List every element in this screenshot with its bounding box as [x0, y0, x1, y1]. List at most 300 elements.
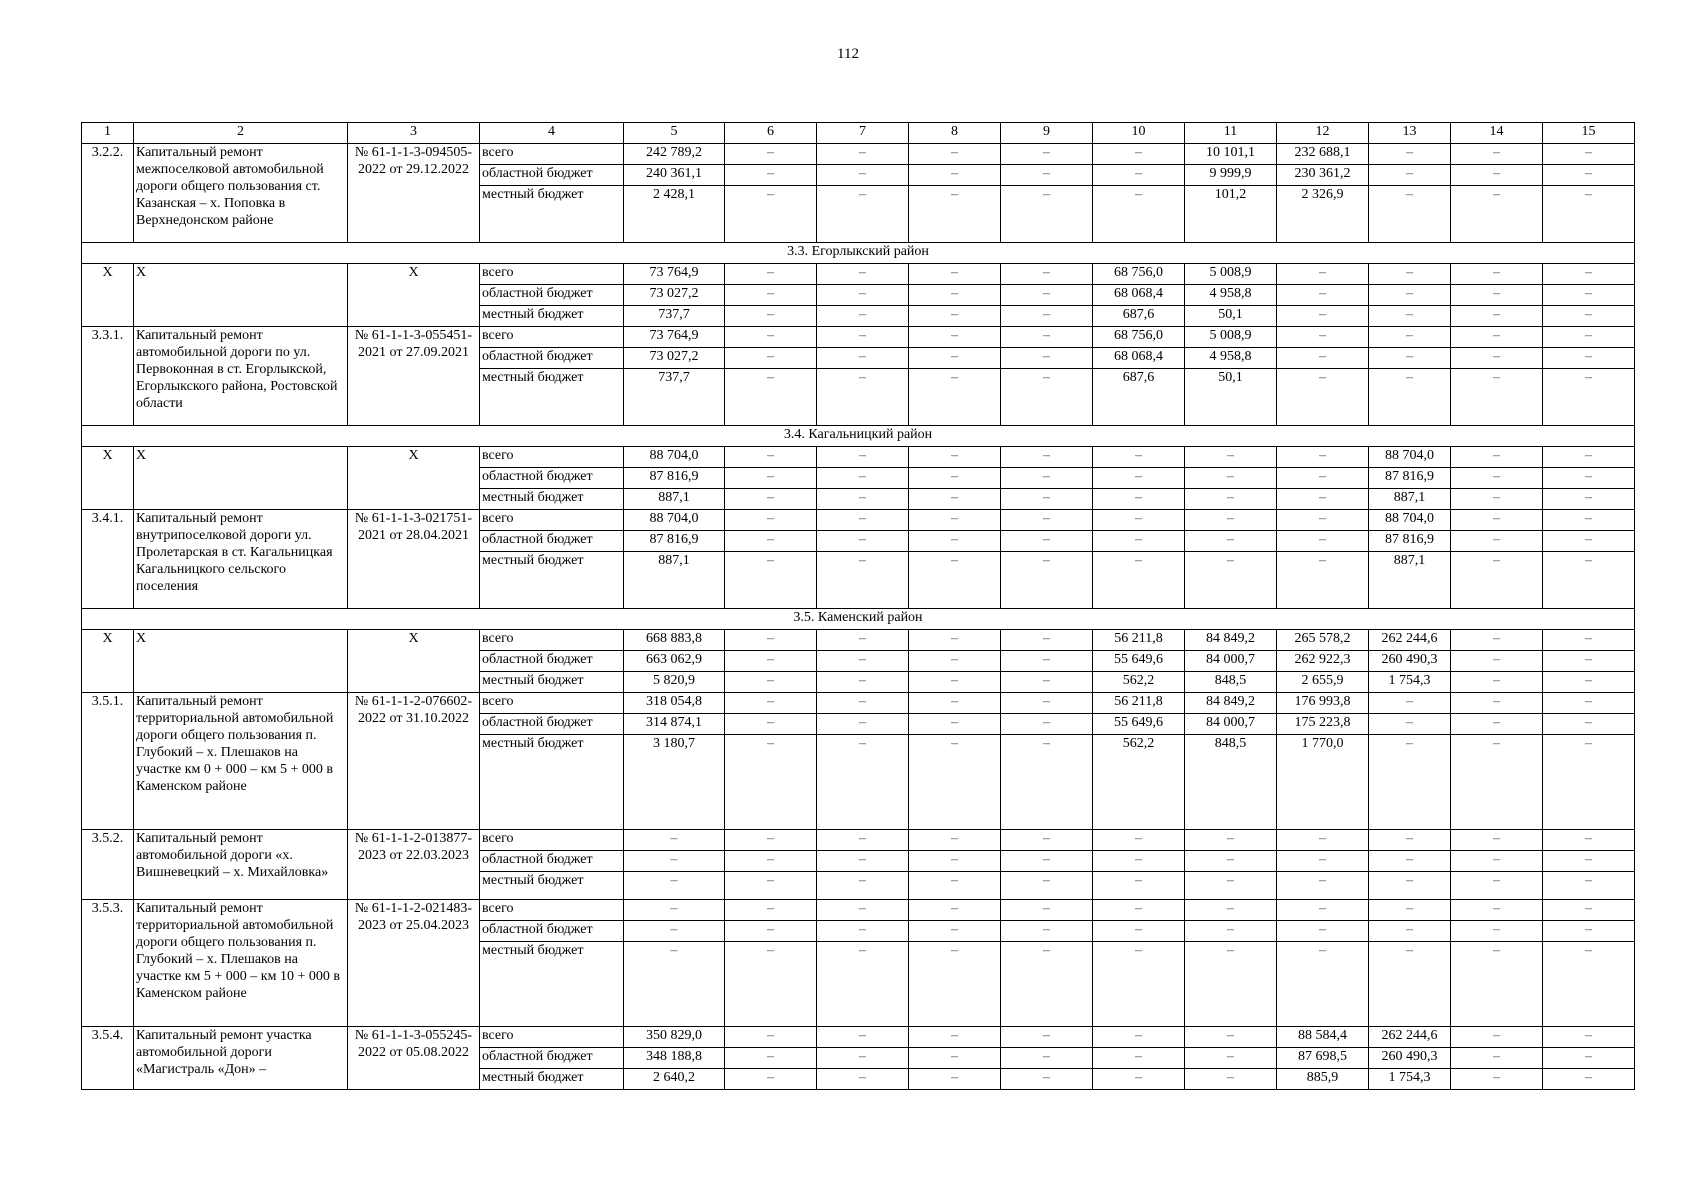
column-header: 11	[1185, 123, 1277, 144]
column-header: 15	[1543, 123, 1635, 144]
budget-source-label: областной бюджет	[480, 1048, 624, 1069]
value-cell: –	[1543, 693, 1635, 714]
value-cell: 562,2	[1093, 672, 1185, 693]
item-document: Х	[348, 447, 480, 510]
value-cell: –	[909, 651, 1001, 672]
budget-source-label: местный бюджет	[480, 369, 624, 426]
value-cell: –	[725, 714, 817, 735]
value-cell: –	[1001, 531, 1093, 552]
column-header: 1	[82, 123, 134, 144]
value-cell: –	[725, 900, 817, 921]
budget-source-label: всего	[480, 144, 624, 165]
value-cell: 68 756,0	[1093, 264, 1185, 285]
value-cell: –	[1277, 306, 1369, 327]
item-name: Капитальный ремонт участка автомобильной дороги «Магистраль «Дон» –	[134, 1027, 348, 1090]
column-header: 6	[725, 123, 817, 144]
value-cell: 737,7	[624, 306, 725, 327]
value-cell: –	[624, 872, 725, 900]
value-cell: –	[1451, 1027, 1543, 1048]
value-cell: 232 688,1	[1277, 144, 1369, 165]
value-cell: –	[817, 369, 909, 426]
value-cell: –	[1451, 510, 1543, 531]
value-cell: –	[1093, 510, 1185, 531]
value-cell: –	[1093, 468, 1185, 489]
value-cell: –	[1001, 510, 1093, 531]
value-cell: –	[909, 306, 1001, 327]
value-cell: –	[1277, 285, 1369, 306]
section-title: 3.3. Егорлыкский район	[82, 243, 1635, 264]
value-cell: 348 188,8	[624, 1048, 725, 1069]
value-cell: 2 640,2	[624, 1069, 725, 1090]
value-cell: –	[725, 468, 817, 489]
value-cell: –	[1001, 327, 1093, 348]
budget-source-label: областной бюджет	[480, 714, 624, 735]
value-cell: –	[1543, 735, 1635, 830]
value-cell: –	[1543, 851, 1635, 872]
value-cell: –	[1543, 872, 1635, 900]
value-cell: –	[1001, 630, 1093, 651]
value-cell: 56 211,8	[1093, 693, 1185, 714]
item-number: 3.2.2.	[82, 144, 134, 243]
value-cell: –	[1001, 735, 1093, 830]
value-cell: –	[909, 144, 1001, 165]
value-cell: –	[624, 851, 725, 872]
value-cell: –	[1543, 830, 1635, 851]
value-cell: 88 704,0	[624, 447, 725, 468]
value-cell: –	[1543, 369, 1635, 426]
budget-source-label: местный бюджет	[480, 489, 624, 510]
value-cell: –	[1093, 1027, 1185, 1048]
value-cell: –	[1451, 186, 1543, 243]
value-cell: 687,6	[1093, 306, 1185, 327]
value-cell: –	[725, 693, 817, 714]
value-cell: –	[1093, 900, 1185, 921]
value-cell: –	[817, 531, 909, 552]
value-cell: –	[1185, 900, 1277, 921]
value-cell: –	[725, 830, 817, 851]
value-cell: –	[817, 348, 909, 369]
value-cell: 1 770,0	[1277, 735, 1369, 830]
value-cell: –	[1093, 830, 1185, 851]
value-cell: –	[1369, 735, 1451, 830]
value-cell: –	[1001, 165, 1093, 186]
value-cell: 2 428,1	[624, 186, 725, 243]
value-cell: 101,2	[1185, 186, 1277, 243]
item-document: Х	[348, 264, 480, 327]
value-cell: –	[909, 348, 1001, 369]
value-cell: –	[817, 186, 909, 243]
budget-source-label: местный бюджет	[480, 735, 624, 830]
value-cell: –	[725, 510, 817, 531]
budget-source-label: всего	[480, 447, 624, 468]
value-cell: –	[1185, 468, 1277, 489]
value-cell: –	[1369, 872, 1451, 900]
value-cell: –	[1369, 714, 1451, 735]
value-cell: –	[1451, 144, 1543, 165]
value-cell: –	[725, 489, 817, 510]
value-cell: –	[1001, 1048, 1093, 1069]
value-cell: –	[1369, 144, 1451, 165]
value-cell: –	[1001, 264, 1093, 285]
value-cell: –	[1093, 447, 1185, 468]
value-cell: –	[1451, 872, 1543, 900]
value-cell: –	[909, 447, 1001, 468]
value-cell: –	[1369, 942, 1451, 1027]
value-cell: –	[1277, 552, 1369, 609]
value-cell: –	[1001, 285, 1093, 306]
value-cell: –	[725, 144, 817, 165]
value-cell: –	[1185, 489, 1277, 510]
column-header: 13	[1369, 123, 1451, 144]
value-cell: 73 764,9	[624, 327, 725, 348]
value-cell: –	[1543, 468, 1635, 489]
value-cell: –	[1369, 306, 1451, 327]
value-cell: –	[1185, 851, 1277, 872]
value-cell: –	[1001, 348, 1093, 369]
page-number: 112	[837, 46, 859, 62]
value-cell: 84 000,7	[1185, 651, 1277, 672]
value-cell: –	[1451, 531, 1543, 552]
column-header: 14	[1451, 123, 1543, 144]
column-header: 7	[817, 123, 909, 144]
value-cell: –	[725, 651, 817, 672]
value-cell: –	[909, 186, 1001, 243]
value-cell: 87 816,9	[1369, 468, 1451, 489]
value-cell: 848,5	[1185, 735, 1277, 830]
value-cell: –	[725, 327, 817, 348]
item-document: № 61-1-1-3-055245-2022 от 05.08.2022	[348, 1027, 480, 1090]
value-cell: –	[1093, 1069, 1185, 1090]
column-header: 4	[480, 123, 624, 144]
item-document: № 61-1-1-3-021751-2021 от 28.04.2021	[348, 510, 480, 609]
value-cell: –	[817, 942, 909, 1027]
table-row	[82, 900, 1635, 921]
value-cell: –	[817, 830, 909, 851]
value-cell: –	[1185, 1069, 1277, 1090]
value-cell: –	[725, 186, 817, 243]
value-cell: –	[909, 693, 1001, 714]
value-cell: –	[817, 714, 909, 735]
value-cell: 687,6	[1093, 369, 1185, 426]
value-cell: 260 490,3	[1369, 1048, 1451, 1069]
value-cell: –	[1277, 921, 1369, 942]
value-cell: –	[1451, 651, 1543, 672]
value-cell: –	[909, 714, 1001, 735]
budget-source-label: местный бюджет	[480, 552, 624, 609]
budget-source-label: областной бюджет	[480, 531, 624, 552]
value-cell: –	[1451, 942, 1543, 1027]
value-cell: –	[909, 285, 1001, 306]
value-cell: –	[1001, 921, 1093, 942]
item-name: Капитальный ремонт территориальной автомобильной дороги общего пользования п. Глубокий – х. Плешаков на участке км 0 + 000 – км 5 + 000 в Каменском районе	[134, 693, 348, 830]
value-cell: –	[1093, 552, 1185, 609]
value-cell: –	[1001, 447, 1093, 468]
value-cell: 87 698,5	[1277, 1048, 1369, 1069]
value-cell: –	[1277, 531, 1369, 552]
value-cell: –	[1543, 264, 1635, 285]
value-cell: 88 704,0	[624, 510, 725, 531]
value-cell: –	[1369, 369, 1451, 426]
value-cell: –	[909, 468, 1001, 489]
budget-source-label: всего	[480, 830, 624, 851]
section-row	[82, 426, 1635, 447]
table-row	[82, 1027, 1635, 1048]
value-cell: –	[1277, 830, 1369, 851]
item-name: Капитальный ремонт территориальной автомобильной дороги общего пользования п. Глубокий – х. Плешаков на участке км 5 + 000 – км 10 + 000 в Каменском районе	[134, 900, 348, 1027]
value-cell: 87 816,9	[1369, 531, 1451, 552]
value-cell: –	[817, 144, 909, 165]
value-cell: –	[1369, 285, 1451, 306]
budget-source-label: областной бюджет	[480, 285, 624, 306]
value-cell: –	[1451, 264, 1543, 285]
value-cell: 87 816,9	[624, 468, 725, 489]
item-name: Х	[134, 264, 348, 327]
value-cell: 73 027,2	[624, 348, 725, 369]
section-title: 3.5. Каменский район	[82, 609, 1635, 630]
table-row	[82, 327, 1635, 348]
value-cell: –	[1277, 851, 1369, 872]
value-cell: –	[1543, 900, 1635, 921]
value-cell: 68 756,0	[1093, 327, 1185, 348]
value-cell: –	[909, 264, 1001, 285]
value-cell: –	[1451, 630, 1543, 651]
value-cell: –	[1093, 531, 1185, 552]
value-cell: –	[725, 1069, 817, 1090]
value-cell: –	[1369, 693, 1451, 714]
item-number: Х	[82, 264, 134, 327]
value-cell: –	[1369, 348, 1451, 369]
value-cell: –	[1451, 693, 1543, 714]
value-cell: –	[909, 630, 1001, 651]
budget-source-label: местный бюджет	[480, 186, 624, 243]
value-cell: 50,1	[1185, 369, 1277, 426]
value-cell: –	[1451, 1048, 1543, 1069]
value-cell: 73 027,2	[624, 285, 725, 306]
value-cell: –	[725, 306, 817, 327]
value-cell: 2 326,9	[1277, 186, 1369, 243]
table-row	[82, 693, 1635, 714]
value-cell: –	[1451, 489, 1543, 510]
value-cell: 562,2	[1093, 735, 1185, 830]
value-cell: –	[1001, 1027, 1093, 1048]
value-cell: –	[909, 1069, 1001, 1090]
item-name: Х	[134, 447, 348, 510]
table-row	[82, 630, 1635, 651]
value-cell: –	[1093, 489, 1185, 510]
value-cell: 314 874,1	[624, 714, 725, 735]
value-cell: –	[1543, 942, 1635, 1027]
value-cell: –	[1451, 714, 1543, 735]
value-cell: –	[1001, 306, 1093, 327]
value-cell: –	[817, 630, 909, 651]
value-cell: 56 211,8	[1093, 630, 1185, 651]
value-cell: –	[1001, 651, 1093, 672]
value-cell: –	[1451, 552, 1543, 609]
value-cell: –	[1001, 468, 1093, 489]
value-cell: –	[624, 942, 725, 1027]
item-name: Капитальный ремонт автомобильной дороги «х. Вишневецкий – х. Михайловка»	[134, 830, 348, 900]
value-cell: –	[1369, 921, 1451, 942]
value-cell: 68 068,4	[1093, 348, 1185, 369]
value-cell: –	[909, 921, 1001, 942]
value-cell: –	[1451, 165, 1543, 186]
item-name: Капитальный ремонт межпоселковой автомобильной дороги общего пользования ст. Казанская – х. Поповка в Верхнедонском районе	[134, 144, 348, 243]
value-cell: –	[909, 165, 1001, 186]
value-cell: 88 584,4	[1277, 1027, 1369, 1048]
value-cell: 887,1	[624, 552, 725, 609]
value-cell: –	[817, 735, 909, 830]
value-cell: 5 820,9	[624, 672, 725, 693]
value-cell: –	[817, 1027, 909, 1048]
column-header: 12	[1277, 123, 1369, 144]
item-number: 3.4.1.	[82, 510, 134, 609]
value-cell: –	[1185, 942, 1277, 1027]
value-cell: 262 244,6	[1369, 1027, 1451, 1048]
value-cell: –	[1277, 264, 1369, 285]
value-cell: –	[725, 348, 817, 369]
budget-source-label: всего	[480, 327, 624, 348]
value-cell: –	[725, 851, 817, 872]
budget-source-label: областной бюджет	[480, 468, 624, 489]
value-cell: –	[817, 264, 909, 285]
value-cell: –	[1093, 1048, 1185, 1069]
value-cell: –	[1451, 327, 1543, 348]
value-cell: –	[1093, 851, 1185, 872]
value-cell: –	[1277, 942, 1369, 1027]
item-number: 3.5.2.	[82, 830, 134, 900]
value-cell: –	[909, 672, 1001, 693]
value-cell: 84 849,2	[1185, 630, 1277, 651]
item-number: Х	[82, 630, 134, 693]
column-header: 10	[1093, 123, 1185, 144]
value-cell: –	[817, 489, 909, 510]
value-cell: –	[1001, 714, 1093, 735]
value-cell: –	[909, 872, 1001, 900]
budget-source-label: всего	[480, 900, 624, 921]
value-cell: –	[1543, 531, 1635, 552]
value-cell: –	[817, 900, 909, 921]
value-cell: –	[725, 264, 817, 285]
value-cell: –	[1543, 510, 1635, 531]
value-cell: –	[817, 447, 909, 468]
value-cell: –	[817, 285, 909, 306]
value-cell: –	[1543, 630, 1635, 651]
item-document: № 61-1-1-2-076602-2022 от 31.10.2022	[348, 693, 480, 830]
value-cell: –	[817, 851, 909, 872]
value-cell: –	[725, 921, 817, 942]
value-cell: –	[909, 369, 1001, 426]
value-cell: –	[725, 552, 817, 609]
value-cell: 68 068,4	[1093, 285, 1185, 306]
value-cell: 88 704,0	[1369, 510, 1451, 531]
value-cell: –	[1277, 468, 1369, 489]
value-cell: 88 704,0	[1369, 447, 1451, 468]
value-cell: –	[1369, 264, 1451, 285]
value-cell: –	[1277, 489, 1369, 510]
value-cell: –	[1277, 872, 1369, 900]
value-cell: –	[817, 693, 909, 714]
table-row	[82, 264, 1635, 285]
item-number: 3.3.1.	[82, 327, 134, 426]
value-cell: –	[1451, 851, 1543, 872]
budget-source-label: всего	[480, 693, 624, 714]
value-cell: 4 958,8	[1185, 348, 1277, 369]
value-cell: –	[817, 468, 909, 489]
value-cell: –	[725, 1027, 817, 1048]
value-cell: 55 649,6	[1093, 714, 1185, 735]
budget-source-label: областной бюджет	[480, 921, 624, 942]
value-cell: –	[725, 1048, 817, 1069]
value-cell: –	[1369, 830, 1451, 851]
budget-source-label: всего	[480, 1027, 624, 1048]
budget-table	[81, 122, 1635, 1090]
value-cell: –	[1543, 285, 1635, 306]
value-cell: 240 361,1	[624, 165, 725, 186]
value-cell: –	[1093, 921, 1185, 942]
item-name: Х	[134, 630, 348, 693]
value-cell: 175 223,8	[1277, 714, 1369, 735]
value-cell: –	[909, 851, 1001, 872]
value-cell: –	[909, 830, 1001, 851]
value-cell: –	[817, 327, 909, 348]
column-header: 8	[909, 123, 1001, 144]
budget-source-label: всего	[480, 510, 624, 531]
value-cell: –	[1543, 489, 1635, 510]
value-cell: –	[1185, 1027, 1277, 1048]
value-cell: –	[1277, 900, 1369, 921]
value-cell: –	[624, 921, 725, 942]
item-document: № 61-1-1-3-055451-2021 от 27.09.2021	[348, 327, 480, 426]
value-cell: 2 655,9	[1277, 672, 1369, 693]
value-cell: –	[1001, 552, 1093, 609]
value-cell: –	[725, 942, 817, 1027]
value-cell: 737,7	[624, 369, 725, 426]
value-cell: –	[909, 900, 1001, 921]
value-cell: –	[909, 510, 1001, 531]
value-cell: –	[1001, 186, 1093, 243]
value-cell: –	[1185, 510, 1277, 531]
budget-source-label: всего	[480, 630, 624, 651]
value-cell: –	[1451, 369, 1543, 426]
value-cell: 55 649,6	[1093, 651, 1185, 672]
value-cell: 848,5	[1185, 672, 1277, 693]
value-cell: –	[1185, 531, 1277, 552]
value-cell: –	[1001, 693, 1093, 714]
value-cell: –	[1451, 348, 1543, 369]
item-document: Х	[348, 630, 480, 693]
value-cell: –	[1451, 285, 1543, 306]
value-cell: 885,9	[1277, 1069, 1369, 1090]
value-cell: 350 829,0	[624, 1027, 725, 1048]
value-cell: –	[725, 369, 817, 426]
value-cell: –	[1001, 900, 1093, 921]
value-cell: –	[1001, 489, 1093, 510]
value-cell: –	[1543, 672, 1635, 693]
item-document: № 61-1-1-2-013877-2023 от 22.03.2023	[348, 830, 480, 900]
item-document: № 61-1-1-3-094505-2022 от 29.12.2022	[348, 144, 480, 243]
value-cell: –	[909, 552, 1001, 609]
value-cell: –	[1543, 447, 1635, 468]
value-cell: –	[1369, 900, 1451, 921]
value-cell: –	[1093, 186, 1185, 243]
value-cell: –	[1369, 186, 1451, 243]
value-cell: 50,1	[1185, 306, 1277, 327]
value-cell: 262 922,3	[1277, 651, 1369, 672]
value-cell: –	[909, 942, 1001, 1027]
value-cell: –	[1543, 327, 1635, 348]
value-cell: –	[1451, 306, 1543, 327]
value-cell: –	[817, 651, 909, 672]
